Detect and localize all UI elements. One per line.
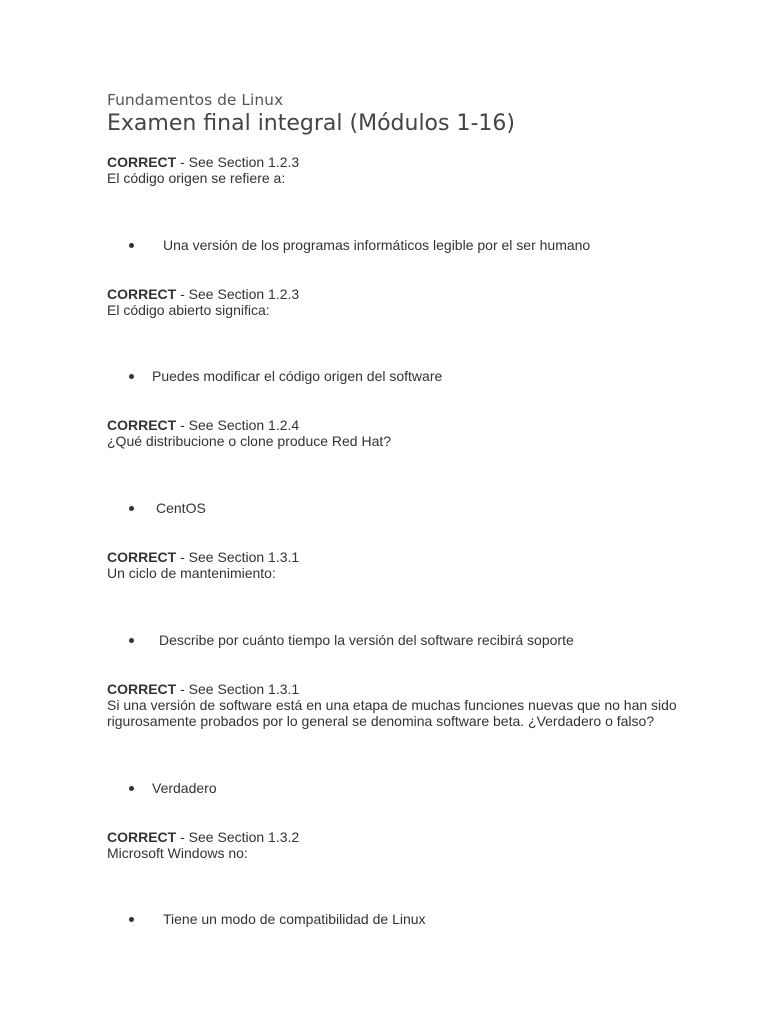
status-line: [107, 681, 727, 697]
answer-text: Puedes modificar el código origen del software: [152, 368, 443, 384]
status-label: CORRECT: [107, 286, 177, 302]
section-reference: - See Section 1.2.3: [176, 286, 300, 302]
bullet-icon: [129, 638, 134, 643]
answer-text: Verdadero: [152, 780, 217, 796]
question-text: Microsoft Windows no:: [107, 845, 248, 861]
question-text: El código abierto significa:: [107, 302, 270, 318]
status-label: CORRECT: [107, 154, 177, 170]
answer-text: Describe por cuánto tiempo la versión del software recibirá soporte: [159, 632, 574, 648]
exam-title: Examen final integral (Módulos 1-16): [107, 111, 515, 136]
question-block: [107, 286, 727, 318]
question-block: [107, 681, 727, 729]
answer-item: [129, 911, 426, 927]
answer-item: [129, 632, 574, 648]
question-block: [107, 549, 727, 581]
answer-item: [129, 500, 206, 516]
question-text: ¿Qué distribucione o clone produce Red Hat?: [107, 433, 392, 449]
question-text: El código origen se refiere a:: [107, 170, 286, 186]
status-label: CORRECT: [107, 549, 177, 565]
status-line: [107, 417, 727, 433]
answer-text: CentOS: [156, 500, 206, 516]
answer-text: Una versión de los programas informáticos legible por el ser humano: [163, 237, 591, 253]
bullet-icon: [129, 786, 134, 791]
status-line: [107, 829, 727, 845]
question-text: Un ciclo de mantenimiento:: [107, 565, 276, 581]
bullet-icon: [129, 506, 134, 511]
status-label: CORRECT: [107, 417, 177, 433]
bullet-icon: [129, 917, 134, 922]
question-block: [107, 829, 727, 861]
question-text: Si una versión de software está en una etapa de muchas funciones nuevas que no han sido rigurosamente probados por lo general se denomina software beta. ¿Verdadero o falso?: [107, 697, 677, 729]
status-label: CORRECT: [107, 829, 177, 845]
section-reference: - See Section 1.2.4: [176, 417, 300, 433]
status-line: [107, 154, 727, 170]
course-subtitle: Fundamentos de Linux: [107, 91, 284, 109]
status-label: CORRECT: [107, 681, 177, 697]
answer-text: Tiene un modo de compatibilidad de Linux: [163, 911, 426, 927]
status-line: [107, 549, 727, 565]
section-reference: - See Section 1.3.2: [176, 829, 300, 845]
bullet-icon: [129, 374, 134, 379]
section-reference: - See Section 1.3.1: [176, 681, 300, 697]
section-reference: - See Section 1.3.1: [176, 549, 300, 565]
answer-item: [129, 237, 590, 253]
status-line: [107, 286, 727, 302]
answer-item: [129, 368, 442, 384]
bullet-icon: [129, 243, 134, 248]
section-reference: - See Section 1.2.3: [176, 154, 300, 170]
answer-item: [129, 780, 217, 796]
question-block: [107, 154, 727, 186]
question-block: [107, 417, 727, 449]
